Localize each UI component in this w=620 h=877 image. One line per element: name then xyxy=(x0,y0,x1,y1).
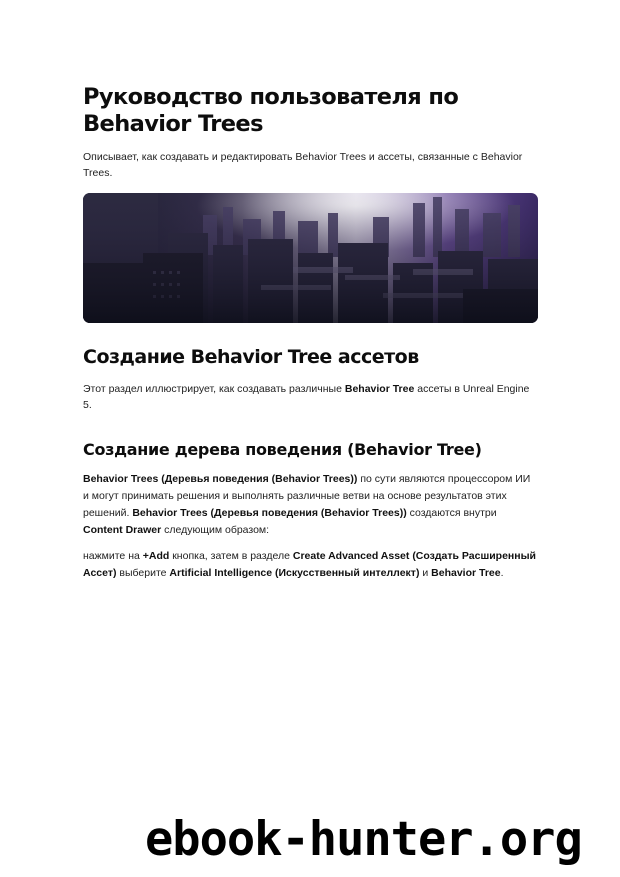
page-title: Руководство пользователя по Behavior Trees xyxy=(83,84,459,137)
subsection-paragraph-1: Behavior Trees (Деревья поведения (Behavior Trees)) по сути являются процессором ИИ и могут принимать решения и выполнять различные ветви на основе результатов этих решений. Behavior Trees (Деревья поведения (Behavior Trees)) создаются внутри Content Drawer следующим образом: xyxy=(83,473,531,536)
section-intro: Этот раздел иллюстрирует, как создавать различные Behavior Tree ассеты в Unreal Engine 5. xyxy=(83,383,530,411)
subsection-paragraph-2: нажмите на +Add кнопка, затем в разделе Create Advanced Asset (Создать Расширенный Ассет) выберите Artificial Intelligence (Искусственный интеллект) и Behavior Tree. xyxy=(83,550,537,579)
subsection-title: Создание дерева поведения (Behavior Tree) xyxy=(83,440,482,459)
watermark-text: ebook-hunter.org xyxy=(145,812,582,867)
document-page xyxy=(83,84,538,582)
page-subtitle: Описывает, как создавать и редактировать Behavior Trees и ассеты, связанные с Behavior Trees. xyxy=(83,151,523,179)
city-skyline-image xyxy=(83,193,538,323)
section-title: Создание Behavior Tree ассетов xyxy=(83,346,419,368)
